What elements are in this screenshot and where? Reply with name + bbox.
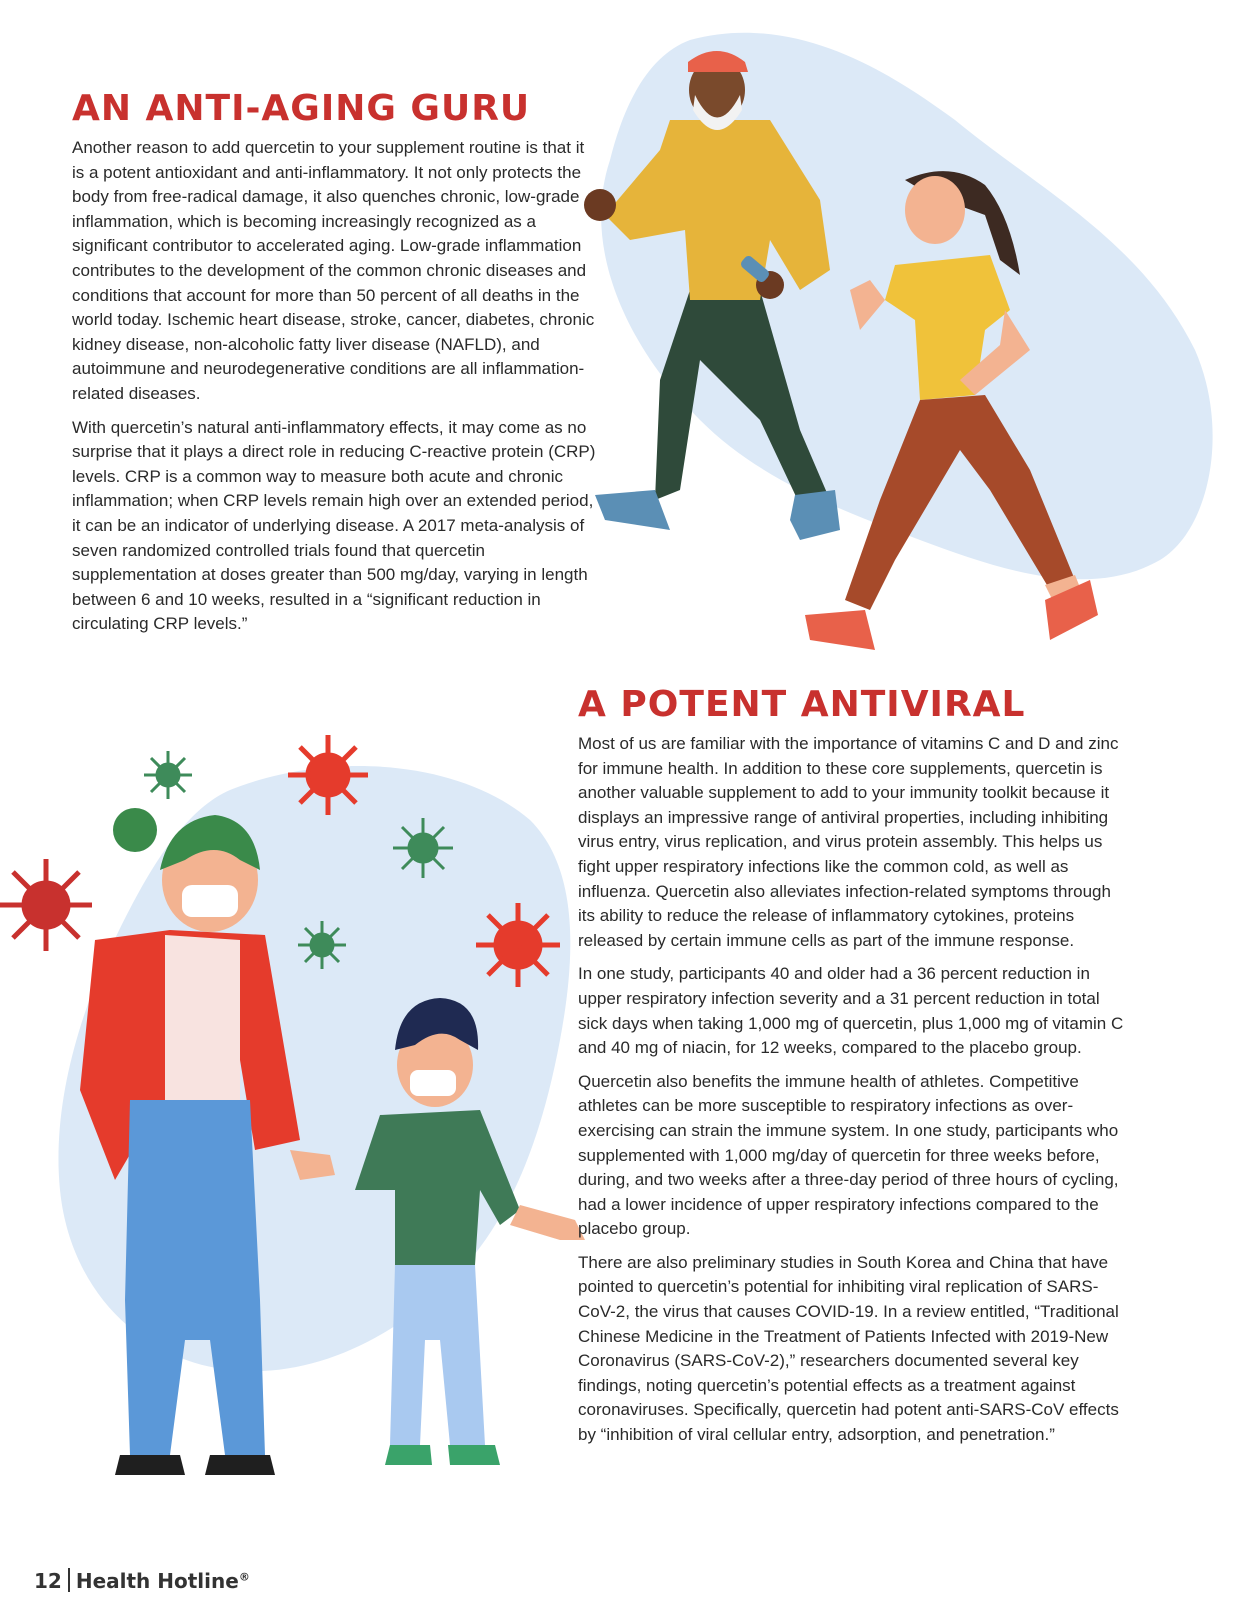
page-footer <box>34 1568 250 1593</box>
footer-divider <box>68 1568 70 1592</box>
paragraph: With quercetin’s natural anti-inflammatory effects, it may come as no surprise that it plays a direct role in reducing C-reactive protein (CRP) levels. CRP is a common way to measure both acute and chronic inflammation; when CRP levels remain high over an extended period, it can be an indicator of underlying disease. A 2017 meta-analysis of seven randomized controlled trials found that quercetin supplementation at doses greater than 500 mg/day, varying in length between 6 and 10 weeks, resulted in a “significant reduction in circulating CRP levels.” <box>72 417 596 634</box>
paragraph: There are also preliminary studies in South Korea and China that have pointed to quercetin’s potential for inhibiting viral replication of SARS-CoV-2, the virus that causes COVID-19. In a review entitled, “Traditional Chinese Medicine in the Treatment of Patients Infected with 2019-New Coronavirus (SARS-CoV-2),” researchers documented several key findings, noting quercetin’s potential effects as a treatment against coronaviruses. Specifically, quercetin had potent anti-SARS-CoV effects by “inhibition of viral cellular entry, adsorption, and penetration.” <box>578 1252 1119 1445</box>
paragraph: In one study, participants 40 and older had a 36 percent reduction in upper respiratory infection severity and a 31 percent reduction in total sick days when taking 1,000 mg of quercetin, plus 1,000 mg of vitamin C and 40 mg of niacin, for 12 weeks, compared to the placebo group. <box>578 964 1124 1058</box>
anti-aging-body <box>72 136 597 646</box>
registered-mark: ® <box>238 1570 250 1584</box>
antiviral-body <box>578 732 1128 1457</box>
paragraph: Quercetin also benefits the immune health of athletes. Competitive athletes can be more susceptible to respiratory infections as over-exercising can strain the immune system. In one study, participants who supplemented with 1,000 mg/day of quercetin for three weeks before, during, and two weeks after a three-day period of three hours of cycling, had a lower incidence of upper respiratory infections compared to the placebo group. <box>578 1071 1119 1239</box>
publication-name: Health Hotline <box>75 1569 239 1593</box>
paragraph: Most of us are familiar with the importance of vitamins C and D and zinc for immune health. In addition to these core supplements, quercetin is another valuable supplement to add to your immunity toolkit because it displays an impressive range of antiviral properties, including inhibiting virus entry, virus replication, and virus protein assembly. This helps us fight upper respiratory infections like the common cold, as well as influenza. Quercetin also alleviates infection-related symptoms through its ability to reduce the release of inflammatory cytokines, proteins released by certain immune cells as part of the immune response. <box>578 734 1119 950</box>
section-heading-anti-aging: AN ANTI-AGING GURU <box>72 88 531 129</box>
paragraph: Another reason to add quercetin to your supplement routine is that it is a potent antioxidant and anti-inflammatory. It not only protects the body from free-radical damage, it also quenches chronic, low-grade inflammation, which is becoming increasingly recognized as a significant contributor to accelerated aging. Low-grade inflammation contributes to the development of the common chronic diseases and conditions that account for more than 50 percent of all deaths in the world today. Ischemic heart disease, stroke, cancer, diabetes, chronic kidney disease, non-alcoholic fatty liver disease (NAFLD), and autoimmune and neurodegenerative conditions are all inflammation-related diseases. <box>72 138 595 403</box>
page-number: 12 <box>34 1569 62 1593</box>
section-heading-antiviral: A POTENT ANTIVIRAL <box>578 684 1026 725</box>
